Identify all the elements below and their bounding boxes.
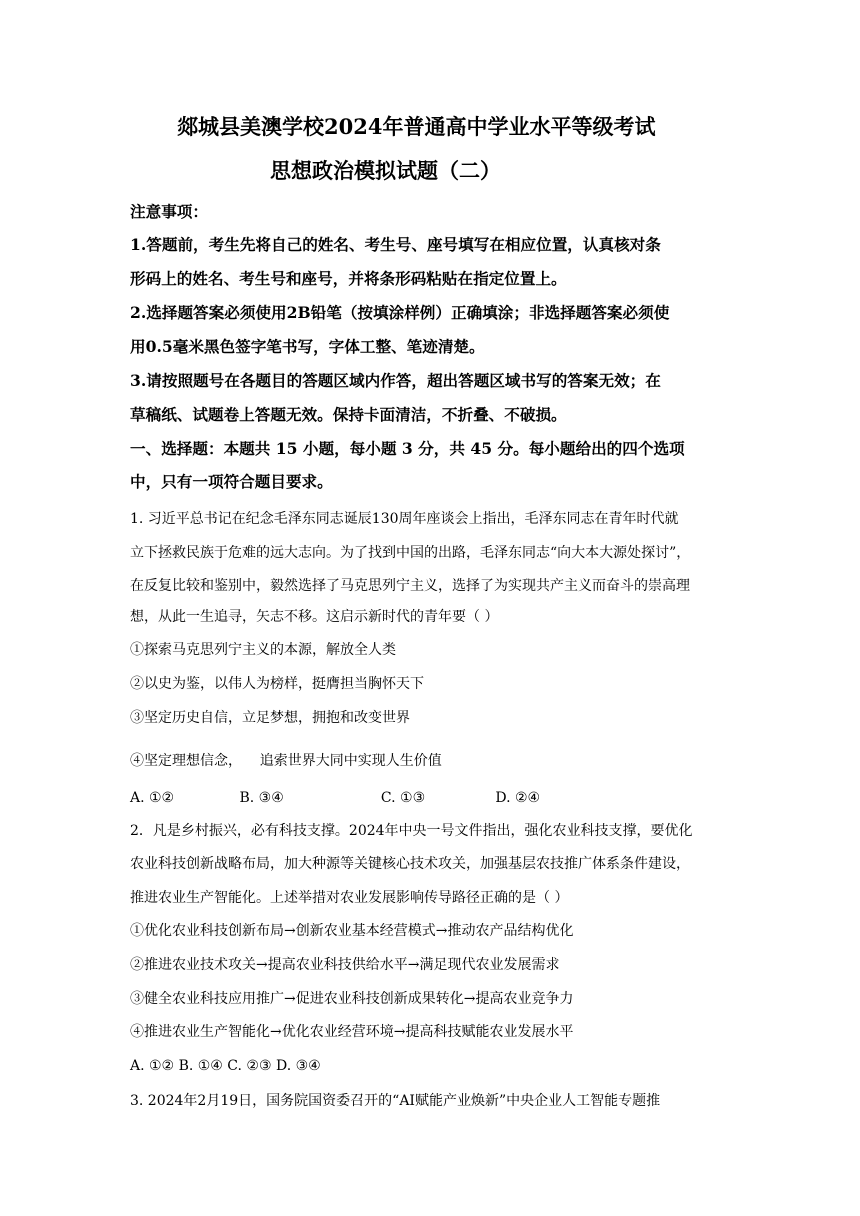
exam-title: 郯城县美澳学校2024年普通高中学业水平等级考试 <box>177 114 656 139</box>
notice-heading: 注意事项： <box>130 202 208 221</box>
q2-item: ③健全农业科技应用推广→促进农业科技创新成果转化→提高农业竞争力 <box>130 991 574 1007</box>
notice-line: 用0.5毫米黑色签字笔书写，字体工整、笔迹清楚。 <box>130 337 485 356</box>
notice-line: 草稿纸、试题卷上答题无效。保持卡面清洁，不折叠、不破损。 <box>130 405 567 424</box>
notice-line: 2.选择题答案必须使用2B铅笔（按填涂样例）正确填涂；非选择题答案必须使 <box>130 303 670 322</box>
notice-line: 形码上的姓名、考生号和座号，并将条形码粘贴在指定位置上。 <box>130 269 567 288</box>
q2-item: ①优化农业科技创新布局→创新农业基本经营模式→推动农产品结构优化 <box>130 923 574 939</box>
section-heading: 中，只有一项符合题目要求。 <box>130 472 333 491</box>
q1-item: ②以史为鉴，以伟人为榜样，挺膺担当胸怀天下 <box>130 676 424 692</box>
q3-stem-line: 3. 2024年2月19日，国务院国资委召开的“AI赋能产业焕新”中央企业人工智能专题推 <box>130 1093 661 1109</box>
q1-item: ④坚定理想信念， 追索世界大同中实现人生价值 <box>130 753 442 769</box>
q1-option-d: D. ②④ <box>495 790 541 806</box>
exam-subtitle: 思想政治模拟试题（二） <box>270 158 501 183</box>
q1-option-b: B. ③④ <box>239 790 284 806</box>
q2-item: ②推进农业技术攻关→提高农业科技供给水平→满足现代农业发展需求 <box>130 957 560 973</box>
q2-options: A. ①② B. ①④ C. ②③ D. ③④ <box>130 1058 321 1074</box>
q2-stem-line: 推进农业生产智能化。上述举措对农业发展影响传导路径正确的是（ ） <box>130 890 569 906</box>
q2-stem-line: 2．凡是乡村振兴，必有科技支撑。2024年中央一号文件指出，强化农业科技支撑，要优化 <box>130 823 693 839</box>
q1-item: ③坚定历史自信，立足梦想，拥抱和改变世界 <box>130 710 410 726</box>
q1-options <box>130 786 540 810</box>
q1-option-c: C. ①③ <box>380 790 426 806</box>
q1-stem-line: 在反复比较和鉴别中，毅然选择了马克思列宁主义，选择了为实现共产主义而奋斗的崇高理 <box>130 578 690 594</box>
notice-line: 1.答题前，考生先将自己的姓名、考生号、座号填写在相应位置，认真核对条 <box>130 235 661 254</box>
q1-stem-line: 1. 习近平总书记在纪念毛泽东同志诞辰130周年座谈会上指出，毛泽东同志在青年时代就 <box>130 511 679 527</box>
q1-option-a: A. ①② <box>130 790 175 806</box>
q2-stem-line: 农业科技创新战略布局，加大种源等关键核心技术攻关，加强基层农技推广体系条件建设， <box>130 856 690 872</box>
q1-stem-line: 立下拯救民族于危难的远大志向。为了找到中国的出路，毛泽东同志“向大本大源处探讨”， <box>130 545 691 561</box>
notice-line: 3.请按照题号在各题目的答题区域内作答，超出答题区域书写的答案无效；在 <box>130 371 661 390</box>
q2-item: ④推进农业生产智能化→优化农业经营环境→提高科技赋能农业发展水平 <box>130 1024 574 1040</box>
q1-item: ①探索马克思列宁主义的本源，解放全人类 <box>130 642 396 658</box>
section-heading: 一、选择题：本题共 15 小题，每小题 3 分，共 45 分。每小题给出的四个选项 <box>130 439 685 458</box>
q1-stem-line: 想，从此一生追寻，矢志不移。这启示新时代的青年要（ ） <box>130 609 499 625</box>
